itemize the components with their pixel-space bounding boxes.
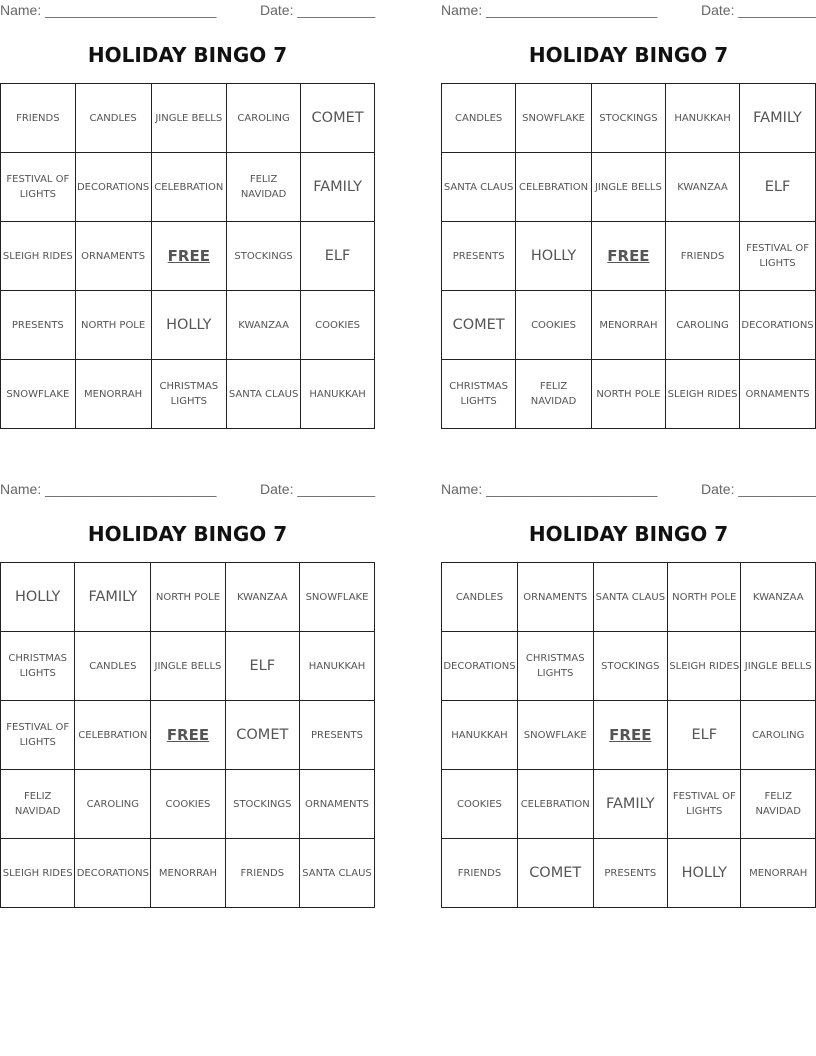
bingo-cell[interactable]: PRESENTS [1,291,76,360]
bingo-cell[interactable]: CAROLING [666,291,740,360]
bingo-cell[interactable]: DECORATIONS [442,632,518,701]
bingo-cell[interactable]: COMET [517,839,593,908]
bingo-cell[interactable]: ELF [740,153,816,222]
bingo-row [442,153,816,222]
date-field[interactable]: Date: __________ [260,2,376,18]
bingo-cell[interactable]: STOCKINGS [227,222,301,291]
bingo-cell[interactable]: FELIZ NAVIDAD [741,770,816,839]
bingo-cell[interactable]: ORNAMENTS [299,770,374,839]
bingo-row [1,360,375,429]
bingo-row [442,839,816,908]
bingo-cell[interactable]: FRIENDS [1,84,76,153]
bingo-cell[interactable]: HANUKKAH [666,84,740,153]
bingo-cell[interactable]: ORNAMENTS [740,360,816,429]
bingo-cell[interactable]: CELEBRATION [151,153,226,222]
date-field[interactable]: Date: __________ [701,2,816,18]
bingo-row [442,222,816,291]
bingo-cell[interactable]: FAMILY [593,770,668,839]
bingo-cell[interactable]: HOLLY [516,222,592,291]
bingo-cell[interactable]: SLEIGH RIDES [1,839,75,908]
bingo-cell[interactable]: STOCKINGS [593,632,668,701]
bingo-row [442,770,816,839]
bingo-cell[interactable]: SANTA CLAUS [593,563,668,632]
bingo-cell[interactable]: DECORATIONS [740,291,816,360]
bingo-row [442,84,816,153]
bingo-grid [441,83,816,429]
bingo-cell[interactable]: KWANZAA [225,563,299,632]
bingo-cell[interactable]: HOLLY [668,839,741,908]
bingo-cell[interactable]: CELEBRATION [516,153,592,222]
bingo-card-1 [0,0,376,407]
bingo-cell[interactable]: PRESENTS [442,222,516,291]
bingo-cell[interactable]: SNOWFLAKE [1,360,76,429]
bingo-cell[interactable]: COOKIES [151,770,225,839]
bingo-cell[interactable]: NORTH POLE [75,291,151,360]
bingo-grid [0,562,375,908]
bingo-cell[interactable]: COMET [301,84,375,153]
name-date-row [441,479,816,499]
bingo-cell[interactable]: STOCKINGS [225,770,299,839]
bingo-cell[interactable]: CHRISTMAS LIGHTS [1,632,75,701]
name-field[interactable]: Name: ______________________ [441,2,658,18]
bingo-row [1,632,375,701]
bingo-cell[interactable]: FESTIVAL OF LIGHTS [740,222,816,291]
bingo-row [442,360,816,429]
bingo-row [1,153,375,222]
bingo-cell[interactable]: DECORATIONS [75,839,151,908]
card-title: HOLIDAY BINGO 7 [87,43,288,67]
bingo-cell[interactable]: KWANZAA [666,153,740,222]
free-space[interactable]: FREE [151,701,225,770]
bingo-cell[interactable]: FELIZ NAVIDAD [227,153,301,222]
bingo-cell[interactable]: HANUKKAH [442,701,518,770]
bingo-cell[interactable]: ELF [301,222,375,291]
bingo-cell[interactable]: FELIZ NAVIDAD [1,770,75,839]
bingo-card-2 [441,0,816,407]
bingo-row [1,701,375,770]
bingo-cell[interactable]: SLEIGH RIDES [1,222,76,291]
bingo-cell[interactable]: COOKIES [442,770,518,839]
bingo-row [442,701,816,770]
free-space[interactable]: FREE [591,222,665,291]
free-space[interactable]: FREE [151,222,226,291]
bingo-cell[interactable]: FRIENDS [666,222,740,291]
bingo-cell[interactable]: CAROLING [741,701,816,770]
bingo-row [1,291,375,360]
bingo-cell[interactable]: PRESENTS [299,701,374,770]
bingo-cell[interactable]: JINGLE BELLS [151,632,225,701]
bingo-cell[interactable]: CELEBRATION [517,770,593,839]
name-field[interactable]: Name: ______________________ [441,481,658,497]
bingo-cell[interactable]: FELIZ NAVIDAD [516,360,592,429]
bingo-cell[interactable]: DECORATIONS [75,153,151,222]
bingo-cell[interactable]: SANTA CLAUS [299,839,374,908]
bingo-grid [0,83,375,429]
name-date-row [441,0,816,20]
bingo-cell[interactable]: NORTH POLE [591,360,665,429]
name-date-row [0,0,375,20]
bingo-row [1,839,375,908]
bingo-cell[interactable]: CANDLES [442,84,516,153]
bingo-cell[interactable]: FESTIVAL OF LIGHTS [668,770,741,839]
card-title: HOLIDAY BINGO 7 [528,43,729,67]
bingo-row [442,563,816,632]
date-field[interactable]: Date: __________ [260,481,376,497]
bingo-cell[interactable]: FESTIVAL OF LIGHTS [1,153,76,222]
bingo-card-4 [441,479,816,881]
bingo-cell[interactable]: JINGLE BELLS [591,153,665,222]
bingo-cell[interactable]: CANDLES [442,563,518,632]
bingo-cell[interactable]: MENORRAH [75,360,151,429]
bingo-cell[interactable]: CHRISTMAS LIGHTS [517,632,593,701]
bingo-cell[interactable]: CHRISTMAS LIGHTS [442,360,516,429]
bingo-cell[interactable]: SANTA CLAUS [227,360,301,429]
bingo-cell[interactable]: SNOWFLAKE [516,84,592,153]
bingo-cell[interactable]: ELF [225,632,299,701]
bingo-cell[interactable]: HOLLY [151,291,226,360]
bingo-row [442,291,816,360]
bingo-row [1,222,375,291]
bingo-cell[interactable]: NORTH POLE [668,563,741,632]
bingo-cell[interactable]: STOCKINGS [591,84,665,153]
bingo-cell[interactable]: MENORRAH [741,839,816,908]
card-title: HOLIDAY BINGO 7 [528,522,729,546]
name-field[interactable]: Name: ______________________ [0,481,217,497]
bingo-cell[interactable]: CELEBRATION [75,701,151,770]
bingo-cell[interactable]: SANTA CLAUS [442,153,516,222]
bingo-cell[interactable]: KWANZAA [741,563,816,632]
bingo-row [1,84,375,153]
bingo-cell[interactable]: HOLLY [1,563,75,632]
bingo-cell[interactable]: JINGLE BELLS [741,632,816,701]
bingo-cell[interactable]: HANUKKAH [299,632,374,701]
bingo-cell[interactable]: PRESENTS [593,839,668,908]
bingo-cell[interactable]: FAMILY [301,153,375,222]
bingo-cell[interactable]: JINGLE BELLS [151,84,226,153]
bingo-cell[interactable]: CAROLING [75,770,151,839]
name-field[interactable]: Name: ______________________ [0,2,217,18]
bingo-cell[interactable]: KWANZAA [227,291,301,360]
bingo-row [442,632,816,701]
bingo-cell[interactable]: ELF [668,701,741,770]
bingo-cell[interactable]: COMET [225,701,299,770]
bingo-row [1,770,375,839]
bingo-cell[interactable]: SNOWFLAKE [299,563,374,632]
bingo-cell[interactable]: CAROLING [227,84,301,153]
bingo-cell[interactable]: MENORRAH [591,291,665,360]
bingo-cell[interactable]: FRIENDS [442,839,518,908]
bingo-cell[interactable]: CHRISTMAS LIGHTS [151,360,226,429]
date-field[interactable]: Date: __________ [701,481,816,497]
bingo-cell[interactable]: ORNAMENTS [517,563,593,632]
free-space[interactable]: FREE [593,701,668,770]
bingo-cell[interactable]: NORTH POLE [151,563,225,632]
bingo-grid [441,562,816,908]
bingo-cell[interactable]: HANUKKAH [301,360,375,429]
bingo-cell[interactable]: MENORRAH [151,839,225,908]
bingo-row [1,563,375,632]
bingo-cell[interactable]: COMET [442,291,516,360]
bingo-cell[interactable]: COOKIES [516,291,592,360]
bingo-cell[interactable]: FAMILY [75,563,151,632]
bingo-cell[interactable]: FAMILY [740,84,816,153]
name-date-row [0,479,375,499]
bingo-cell[interactable]: ORNAMENTS [75,222,151,291]
card-title: HOLIDAY BINGO 7 [87,522,288,546]
bingo-cell[interactable]: FESTIVAL OF LIGHTS [1,701,75,770]
bingo-card-3 [0,479,376,879]
bingo-cell[interactable]: CANDLES [75,632,151,701]
bingo-cell[interactable]: CANDLES [75,84,151,153]
bingo-cell[interactable]: SLEIGH RIDES [666,360,740,429]
bingo-cell[interactable]: FRIENDS [225,839,299,908]
bingo-cell[interactable]: SNOWFLAKE [517,701,593,770]
bingo-cell[interactable]: COOKIES [301,291,375,360]
bingo-cell[interactable]: SLEIGH RIDES [668,632,741,701]
